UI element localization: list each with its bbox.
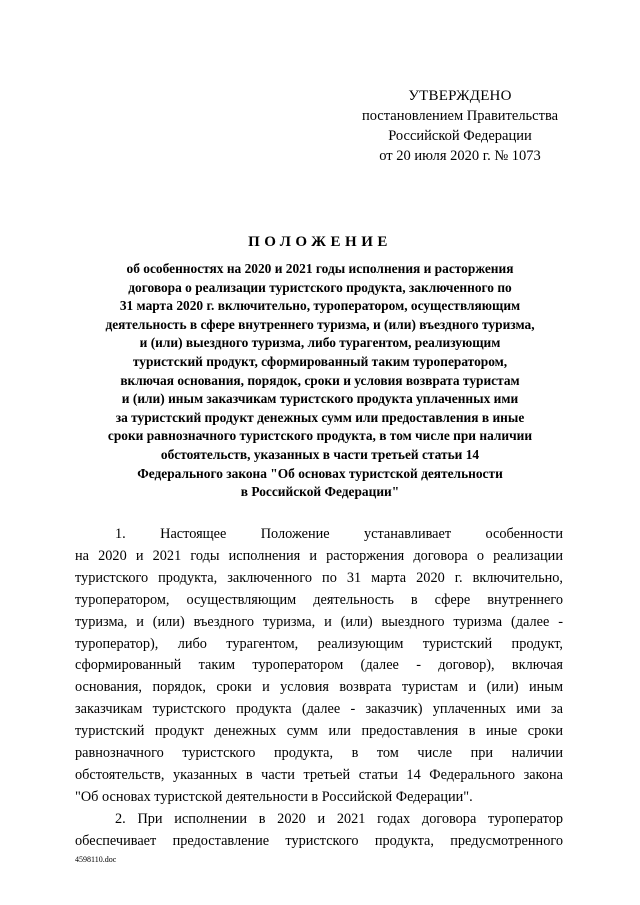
paragraph-1-line: "Об основах туристской деятельности в Российской Федерации". bbox=[75, 788, 473, 805]
document-subtitle bbox=[60, 260, 580, 502]
paragraph-2-line: 2. При исполнении в 2020 и 2021 годах договора туроператор bbox=[115, 810, 563, 827]
paragraph-1-line: туроператором, осуществляющим деятельность в сфере внутреннего bbox=[75, 591, 563, 608]
subtitle-line: договора о реализации туристского продукта, заключенного по bbox=[128, 279, 512, 295]
paragraph-2-line: обеспечивает предоставление туристского продукта, предусмотренного bbox=[75, 832, 563, 849]
subtitle-line: обстоятельств, указанных в части третьей статьи 14 bbox=[160, 446, 480, 462]
paragraph-1-line: 1. Настоящее Положение устанавливает особенности bbox=[115, 526, 563, 542]
approved-stamp: УТВЕРЖДЕНО bbox=[408, 88, 512, 104]
paragraph-1-line: заказчикам туристского продукта (далее - заказчик) уплаченных ими за bbox=[75, 701, 563, 718]
approval-line-2: Российской Федерации bbox=[388, 128, 532, 144]
paragraph-1-line: туристского продукта, заключенного по 31 марта 2020 г. включительно, bbox=[75, 569, 563, 586]
subtitle-line: включая основания, порядок, сроки и условия возврата туристам bbox=[120, 372, 520, 388]
subtitle-line: в Российской Федерации" bbox=[240, 484, 400, 500]
subtitle-line: деятельность в сфере внутреннего туризма, и (или) въездного туризма, bbox=[105, 316, 535, 332]
approval-block bbox=[340, 86, 580, 166]
subtitle-line: сроки равнозначного туристского продукта, в том числе при наличии bbox=[107, 428, 533, 444]
subtitle-line: за туристский продукт денежных сумм или предоставления в иные bbox=[115, 409, 525, 425]
subtitle-line: об особенностях на 2020 и 2021 годы исполнения и расторжения bbox=[126, 261, 514, 276]
paragraph-1-line: туризма, и (или) въездного туризма, и (или) выездного туризма (далее - bbox=[75, 613, 563, 630]
paragraph-1-line: обстоятельств, указанных в части третьей статьи 14 Федерального закона bbox=[75, 766, 563, 783]
paragraph-1-line: равнозначного туристского продукта, в том числе при наличии bbox=[75, 745, 563, 762]
body-text bbox=[75, 524, 563, 853]
paragraph-1-line: туристский продукт денежных сумм или предоставления в иные сроки bbox=[75, 723, 563, 740]
subtitle-line: туристский продукт, сформированный таким туроператором, bbox=[132, 353, 508, 369]
subtitle-line: 31 марта 2020 г. включительно, туроператором, осуществляющим bbox=[119, 298, 521, 314]
paragraph-1-line: на 2020 и 2021 годы исполнения и расторжения договора о реализации bbox=[75, 547, 563, 564]
document-title: ПОЛОЖЕНИЕ bbox=[248, 234, 392, 250]
paragraph-1-line: основания, порядок, сроки и условия возврата туристам и (или) иным bbox=[75, 679, 563, 696]
subtitle-line: и (или) выездного туризма, либо турагентом, реализующим bbox=[139, 335, 501, 351]
approval-line-1: постановлением Правительства bbox=[361, 108, 559, 124]
file-name-footer: 4598110.doc bbox=[75, 855, 117, 864]
paragraph-1-line: туроператор), либо турагентом, реализующим туристский продукт, bbox=[75, 635, 563, 652]
subtitle-line: Федерального закона "Об основах туристской деятельности bbox=[137, 465, 503, 481]
approval-line-3: от 20 июля 2020 г. № 1073 bbox=[379, 148, 541, 164]
paragraph-1-line: сформированный таким туроператором (далее - договор), включая bbox=[75, 657, 563, 674]
subtitle-line: и (или) иным заказчикам туристского продукта уплаченных ими bbox=[121, 391, 519, 407]
